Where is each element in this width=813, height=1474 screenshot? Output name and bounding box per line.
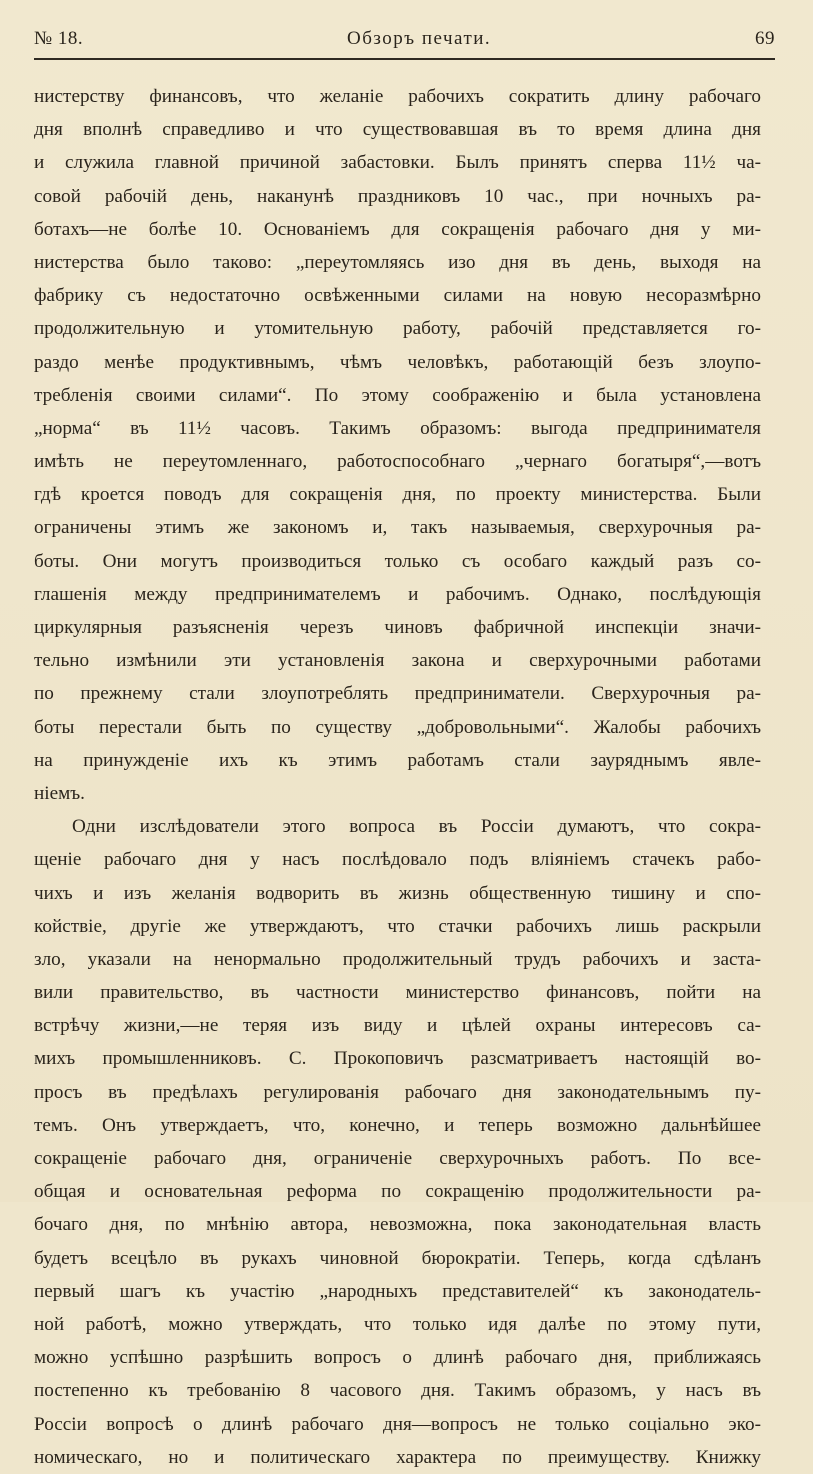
issue-number: № 18.	[34, 28, 84, 49]
text-line: ботахъ—не болѣе 10. Основаніемъ для сокращенія рабочаго дня у ми-	[34, 218, 761, 240]
text-line: постепенно къ требованію 8 часового дня. Такимъ образомъ, у насъ въ	[34, 1380, 761, 1402]
text-line: гдѣ кроется поводъ для сокращенія дня, по проекту министерства. Были	[34, 484, 761, 506]
text-line: бочаго дня, по мнѣнію автора, невозможна, пока законодательная власть	[34, 1214, 761, 1236]
text-line: тельно измѣнили эти установленія закона и сверхурочными работами	[34, 650, 761, 672]
text-line: чихъ и изъ желанія водворить въ жизнь общественную тишину и спо-	[34, 882, 761, 904]
text-line: дня вполнѣ справедливо и что существовавшая въ то время длина дня	[34, 119, 761, 141]
text-line: Россіи вопросѣ о длинѣ рабочаго дня—вопросъ не только соціально эко-	[34, 1413, 761, 1435]
text-line: и служила главной причиной забастовки. Былъ принятъ сперва 11½ ча-	[34, 152, 761, 174]
text-line: просъ въ предѣлахъ регулированія рабочаго дня законодательнымъ пу-	[34, 1081, 761, 1103]
text-line: первый шагъ къ участію „народныхъ представителей“ къ законодатель-	[34, 1280, 761, 1302]
text-line: михъ промышленниковъ. С. Прокоповичъ разсматриваетъ настоящій во-	[34, 1048, 761, 1070]
text-line: продолжительную и утомительную работу, рабочій представляется го-	[34, 318, 761, 340]
text-line: общая и основательная реформа по сокращенію продолжительности ра-	[34, 1181, 761, 1203]
header-rule	[34, 58, 775, 60]
text-line: фабрику съ недостаточно освѣженными силами на новую несоразмѣрно	[34, 285, 761, 307]
text-line: „норма“ въ 11½ часовъ. Такимъ образомъ: выгода предпринимателя	[34, 417, 761, 439]
text-line: имѣть не переутомленнаго, работоспособнаго „чернаго богатыря“,—вотъ	[34, 451, 761, 473]
text-line: вили правительство, въ частности министерство финансовъ, пойти на	[34, 982, 761, 1004]
text-line: на принужденіе ихъ къ этимъ работамъ стали зауряднымъ явле-	[34, 749, 761, 771]
body-text	[34, 80, 761, 1474]
page-header	[34, 28, 775, 58]
text-line: можно успѣшно разрѣшить вопросъ о длинѣ рабочаго дня, приближаясь	[34, 1347, 761, 1369]
text-line: глашенія между предпринимателемъ и рабочимъ. Однако, послѣдующія	[34, 583, 761, 605]
text-line: ніемъ.	[34, 782, 85, 804]
text-line: Одни изслѣдователи этого вопроса въ Россіи думаютъ, что сокра-	[72, 816, 761, 838]
text-line: раздо менѣе продуктивнымъ, чѣмъ человѣкъ, работающій безъ злоупо-	[34, 351, 761, 373]
text-line: по прежнему стали злоупотреблять предприниматели. Сверхурочныя ра-	[34, 683, 761, 705]
text-line: номическаго, но и политическаго характера по преимуществу. Книжку	[34, 1446, 761, 1468]
text-line: боты. Они могутъ производиться только съ особаго каждый разъ со-	[34, 550, 761, 572]
page-number: 69	[755, 28, 775, 49]
text-line: ной работѣ, можно утверждать, что только идя далѣе по этому пути,	[34, 1313, 761, 1335]
text-line: щеніе рабочаго дня у насъ послѣдовало подъ вліяніемъ стачекъ рабо-	[34, 849, 761, 871]
text-line: зло, указали на ненормально продолжительный трудъ рабочихъ и заста-	[34, 948, 761, 970]
text-line: койствіе, другіе же утверждаютъ, что стачки рабочихъ лишь раскрыли	[34, 915, 761, 937]
running-title: Обзоръ печати.	[346, 28, 492, 49]
text-line: боты перестали быть по существу „добровольными“. Жалобы рабочихъ	[34, 716, 761, 738]
text-line: встрѣчу жизни,—не теряя изъ виду и цѣлей охраны интересовъ са-	[34, 1015, 761, 1037]
text-line: сокращеніе рабочаго дня, ограниченіе сверхурочныхъ работъ. По все-	[34, 1148, 761, 1169]
text-line: ограничены этимъ же закономъ и, такъ называемыя, сверхурочныя ра-	[34, 517, 761, 539]
text-line: темъ. Онъ утверждаетъ, что, конечно, и теперь возможно дальнѣйшее	[34, 1114, 761, 1136]
text-line: будетъ всецѣло въ рукахъ чиновной бюрократіи. Теперь, когда сдѣланъ	[34, 1247, 761, 1269]
text-line: циркулярныя разъясненія черезъ чиновъ фабричной инспекціи значи-	[34, 617, 761, 638]
text-line: совой рабочій день, наканунѣ праздниковъ 10 час., при ночныхъ ра-	[34, 185, 761, 207]
text-line: нистерству финансовъ, что желаніе рабочихъ сократить длину рабочаго	[34, 86, 761, 107]
text-line: требленія своими силами“. По этому соображенію и была установлена	[34, 384, 761, 406]
text-line: нистерства было таково: „переутомляясь изо дня въ день, выходя на	[34, 251, 761, 273]
